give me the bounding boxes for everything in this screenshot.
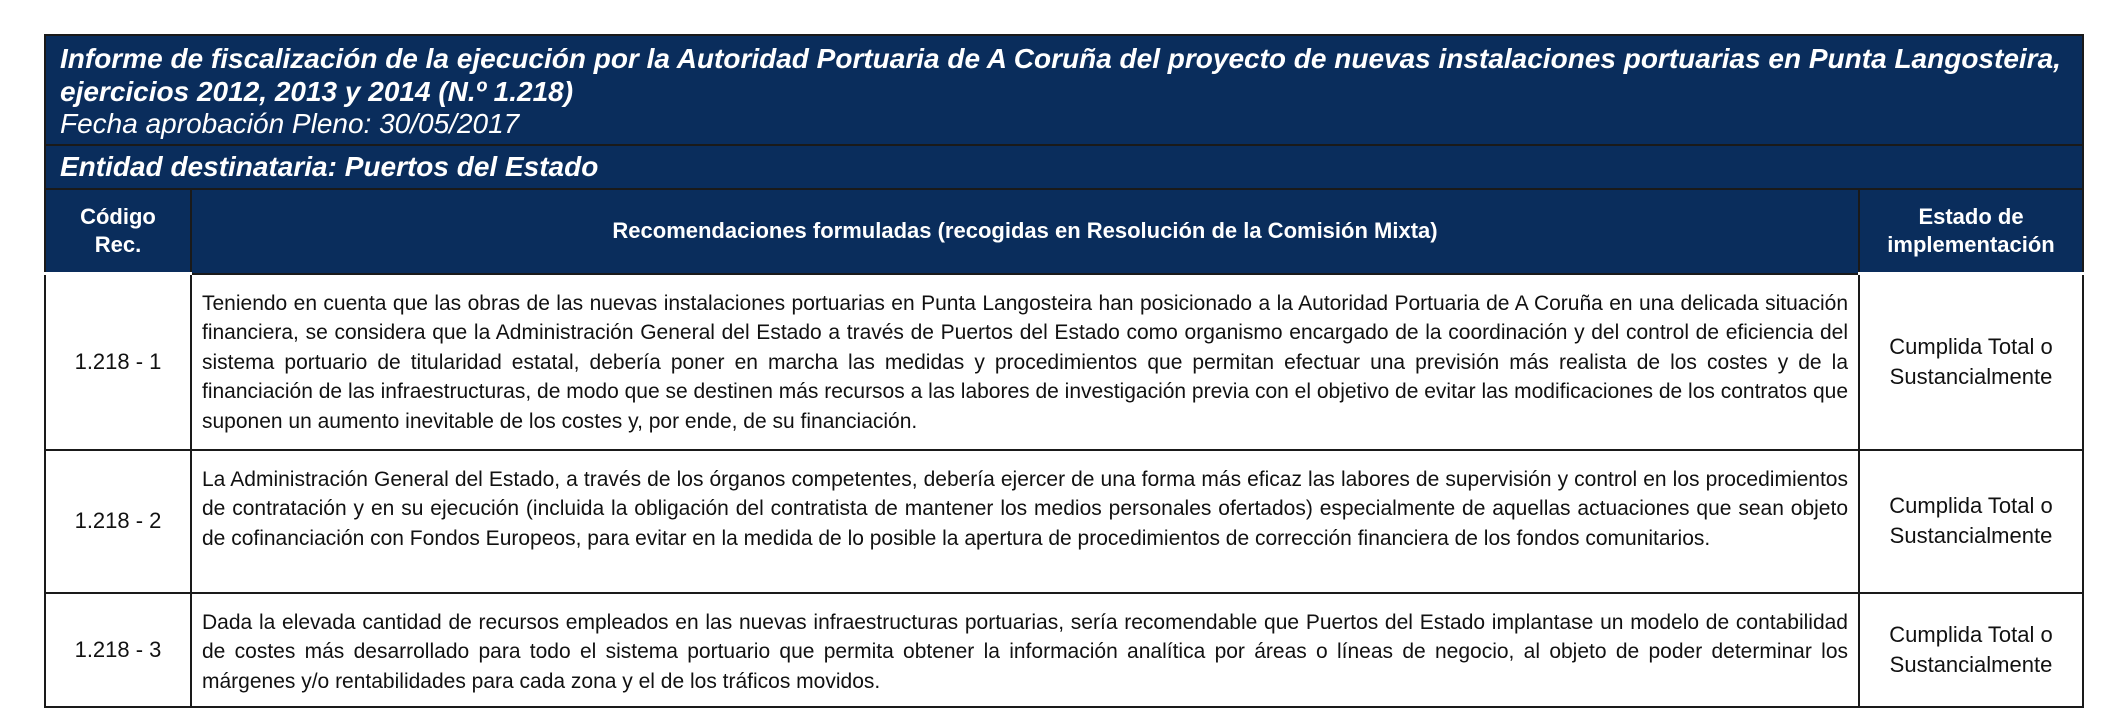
recommendation-text: La Administración General del Estado, a través de los órganos competentes, debería ejercer de una forma más eficaz las labores de supervisión y control en los procedimientos de contratación y en su ejecución (incluida la obligación del contratista de mantener los medios personales ofertados) especialmente de aquellas actuaciones que sean objeto de cofinanciación con Fondos Europeos, para evitar en la medida de lo posible la apertura de procedimientos de corrección financiera de los fondos comunitarios. — [191, 450, 1859, 593]
column-header-state — [1859, 189, 2083, 274]
recommendation-text: Dada la elevada cantidad de recursos empleados en las nuevas infraestructuras portuarias, sería recomendable que Puertos del Estado implantase un modelo de contabilidad de costes más desarrollado para todo el sistema portuario que permita obtener la información analítica por áreas o líneas de negocio, al objeto de poder determinar los márgenes y/o rentabilidades para cada zona y el de los tráficos movidos. — [191, 593, 1859, 708]
report-title: Informe de fiscalización de la ejecución por la Autoridad Portuaria de A Coruña del proyecto de nuevas instalaciones portuarias en Punta Langosteira, ejercicios 2012, 2013 y 2014 (N.º 1.218) — [60, 43, 2061, 107]
state-line2: Sustancialmente — [1889, 363, 2053, 389]
implementation-state — [1859, 450, 2083, 593]
column-header-row — [45, 189, 2083, 274]
recommendation-text: Teniendo en cuenta que las obras de las nuevas instalaciones portuarias en Punta Langosteira han posicionado a la Autoridad Portuaria de A Coruña en una delicada situación financiera, se considera que la Administración General del Estado a través de Puertos del Estado como organismo encargado de la coordinación y del control de eficiencia del sistema portuario de titularidad estatal, debería poner en marcha las medidas y procedimientos que permitan efectuar una previsión más realista de los costes y de la financiación de las infraestructuras, de modo que se destinen más recursos a las labores de investigación previa con el objetivo de evitar las modificaciones de los contratos que suponen un aumento inevitable de los costes y, por ende, de su financiación. — [191, 274, 1859, 450]
state-header-line1: Estado de — [1918, 204, 2024, 229]
state-line1: Cumplida Total o — [1889, 621, 2053, 647]
state-line1: Cumplida Total o — [1889, 333, 2053, 359]
implementation-state — [1859, 274, 2083, 450]
recommendation-code: 1.218 - 3 — [45, 593, 191, 708]
approval-date: Fecha aprobación Pleno: 30/05/2017 — [60, 108, 520, 139]
column-header-recommendations: Recomendaciones formuladas (recogidas en Resolución de la Comisión Mixta) — [191, 189, 1859, 274]
state-line2: Sustancialmente — [1889, 523, 2053, 548]
table-row — [45, 593, 2083, 708]
code-header-line1: Código — [80, 204, 156, 229]
recommendations-table — [44, 34, 2084, 708]
recommendation-code: 1.218 - 1 — [45, 274, 191, 450]
implementation-state — [1859, 593, 2083, 708]
state-line1: Cumplida Total o — [1889, 493, 2053, 518]
report-header — [45, 35, 2083, 145]
entity-row — [45, 145, 2083, 189]
code-header-line2: Rec. — [94, 232, 142, 257]
table-row — [45, 450, 2083, 593]
state-header-line2: implementación — [1887, 232, 2055, 257]
state-line2: Sustancialmente — [1889, 651, 2053, 677]
entity-label: Entidad destinataria: Puertos del Estado — [45, 145, 2083, 189]
recommendation-code: 1.218 - 2 — [45, 450, 191, 593]
title-row — [45, 35, 2083, 145]
table-row — [45, 274, 2083, 450]
column-header-code — [45, 189, 191, 274]
